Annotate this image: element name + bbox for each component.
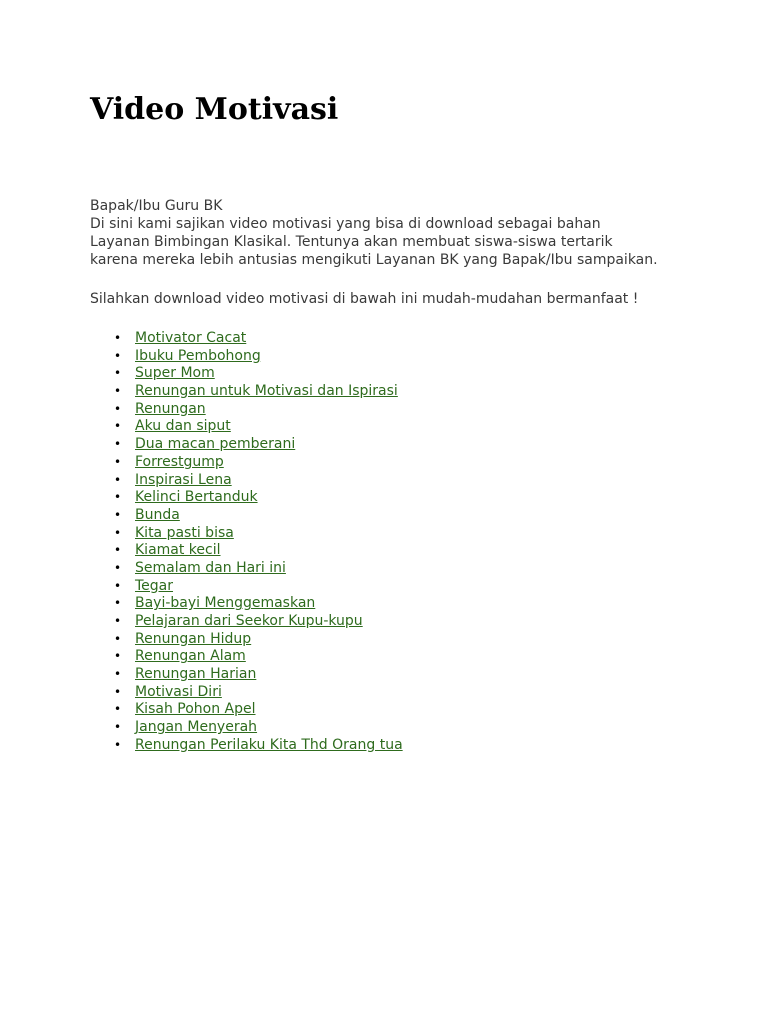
list-item: [114, 453, 403, 472]
bullet-icon: •: [114, 560, 122, 575]
list-item: [114, 648, 403, 666]
video-link[interactable]: Renungan untuk Motivasi dan Ispirasi: [135, 383, 398, 400]
bullet-icon: •: [114, 331, 122, 345]
video-link[interactable]: Renungan Perilaku Kita Thd Orang tua: [135, 736, 403, 753]
bullet-icon: •: [114, 702, 122, 717]
bullet-icon: •: [114, 720, 122, 735]
list-item: [114, 683, 403, 702]
video-link[interactable]: Motivasi Diri: [135, 683, 222, 700]
list-item: [114, 701, 403, 719]
bullet-icon: •: [114, 649, 122, 664]
list-item: [114, 719, 403, 737]
video-link[interactable]: Forrestgump: [135, 453, 224, 470]
video-link[interactable]: Kiamat kecil: [135, 542, 221, 559]
video-link[interactable]: Dua macan pemberani: [135, 436, 296, 453]
list-item: [114, 542, 403, 560]
bullet-icon: •: [114, 631, 122, 646]
bullet-icon: •: [114, 614, 122, 628]
list-item: [114, 524, 403, 543]
list-item: [114, 471, 403, 490]
bullet-icon: •: [114, 419, 122, 434]
video-link[interactable]: Renungan Hidup: [135, 630, 252, 647]
list-item: [114, 613, 403, 631]
video-link[interactable]: Semalam dan Hari ini: [135, 559, 286, 576]
bullet-icon: •: [114, 454, 122, 469]
bullet-icon: •: [114, 507, 122, 522]
list-item: [114, 436, 403, 454]
bullet-icon: •: [114, 437, 122, 452]
video-link[interactable]: Renungan: [135, 400, 206, 417]
bullet-icon: •: [114, 578, 122, 593]
video-link[interactable]: Ibuku Pembohong: [135, 347, 261, 364]
page-title: Video Motivasi: [90, 92, 339, 127]
video-link[interactable]: Renungan Alam: [135, 648, 246, 665]
video-link[interactable]: Inspirasi Lena: [135, 471, 232, 488]
list-item: [114, 383, 403, 401]
list-item: [114, 347, 403, 366]
list-item: [114, 418, 403, 436]
bullet-icon: •: [114, 596, 122, 611]
video-link[interactable]: Aku dan siput: [135, 418, 231, 435]
intro-paragraph: [90, 197, 710, 269]
video-link-list: [90, 330, 403, 755]
video-link[interactable]: Jangan Menyerah: [135, 719, 258, 736]
video-link[interactable]: Bunda: [135, 506, 180, 523]
bullet-icon: •: [114, 366, 122, 381]
list-item: [114, 559, 403, 578]
video-link[interactable]: Kita pasti bisa: [135, 524, 234, 541]
video-link[interactable]: Tegar: [135, 577, 174, 594]
list-item: [114, 365, 403, 383]
intro-greeting: Bapak/Ibu Guru BK: [90, 198, 223, 214]
intro-line-1: Di sini kami sajikan video motivasi yang bisa di download sebagai bahan: [90, 216, 601, 232]
bullet-icon: •: [114, 348, 122, 363]
video-link[interactable]: Bayi-bayi Menggemaskan: [135, 595, 316, 612]
intro-line-3: karena mereka lebih antusias mengikuti Layanan BK yang Bapak/Ibu sampaikan.: [90, 252, 658, 268]
bullet-icon: •: [114, 737, 122, 752]
download-invite-text: Silahkan download video motivasi di bawah ini mudah-mudahan bermanfaat !: [90, 291, 639, 307]
bullet-icon: •: [114, 667, 122, 682]
video-link[interactable]: Renungan Harian: [135, 666, 257, 683]
bullet-icon: •: [114, 401, 122, 416]
video-link[interactable]: Kisah Pohon Apel: [135, 701, 256, 718]
list-item: [114, 666, 403, 684]
video-link[interactable]: Pelajaran dari Seekor Kupu-kupu: [135, 613, 363, 629]
bullet-icon: •: [114, 684, 122, 699]
bullet-icon: •: [114, 490, 122, 505]
bullet-icon: •: [114, 525, 122, 540]
bullet-icon: •: [114, 472, 122, 487]
video-link[interactable]: Super Mom: [135, 365, 215, 382]
bullet-icon: •: [114, 384, 122, 399]
list-item: [114, 330, 403, 348]
list-item: [114, 489, 403, 507]
list-item: [114, 400, 403, 419]
video-link[interactable]: Motivator Cacat: [135, 330, 247, 346]
list-item: [114, 506, 403, 525]
list-item: [114, 630, 403, 649]
list-item: [114, 577, 403, 596]
video-link[interactable]: Kelinci Bertanduk: [135, 489, 258, 506]
list-item: [114, 736, 403, 755]
intro-line-2: Layanan Bimbingan Klasikal. Tentunya akan membuat siswa-siswa tertarik: [90, 234, 613, 250]
list-item: [114, 595, 403, 613]
bullet-icon: •: [114, 543, 122, 558]
